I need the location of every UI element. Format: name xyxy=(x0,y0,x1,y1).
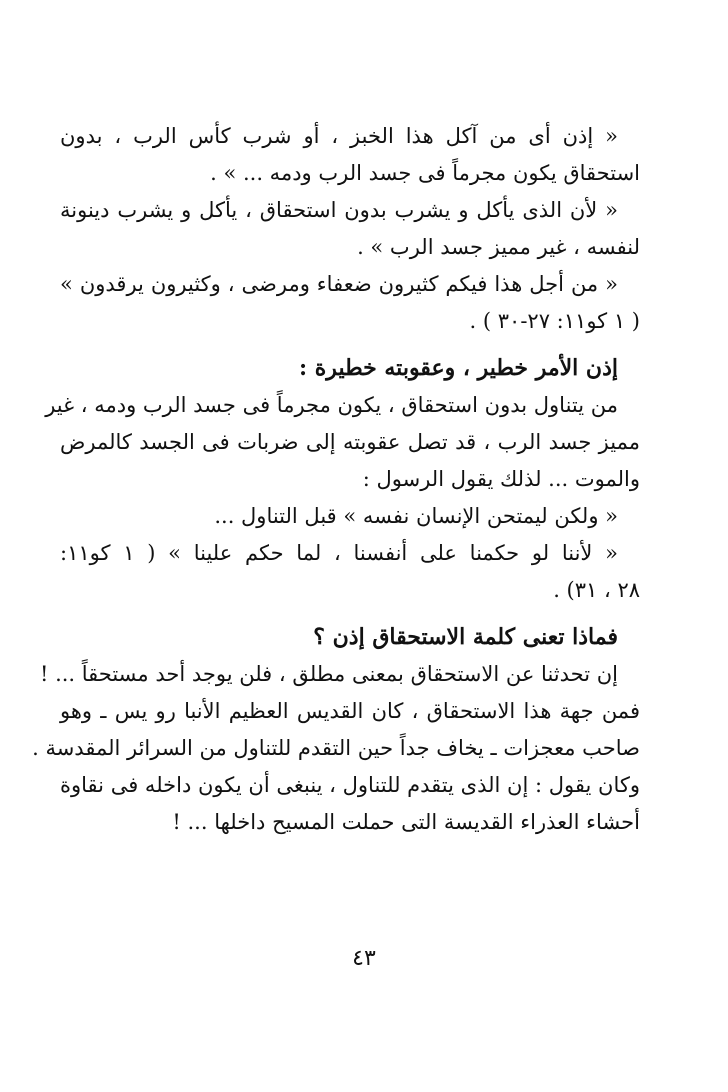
text-line: إن تحدثنا عن الاستحقاق بمعنى مطلق ، فلن يوجد أحد مستحقاً ... ! xyxy=(39,662,618,686)
text-line: « لأننا لو حكمنا على أنفسنا ، لما حكم علينا » ( ١ كو١١: xyxy=(60,541,618,565)
text-line: لنفسه ، غير مميز جسد الرب » . xyxy=(357,235,640,259)
page-number: ٤٣ xyxy=(352,946,376,971)
text-line: « من أجل هذا فيكم كثيرون ضعفاء ومرضى ، وكثيرون يرقدون » xyxy=(60,272,618,296)
section-heading: إذن الأمر خطير ، وعقوبته خطيرة : xyxy=(299,355,618,381)
text-line: ( ١ كو١١: ٢٧-٣٠ ) . xyxy=(469,309,640,333)
text-line: « ولكن ليمتحن الإنسان نفسه » قبل التناول ... xyxy=(214,504,618,528)
text-line: مميز جسد الرب ، قد تصل عقوبته إلى ضربات فى الجسد كالمرض xyxy=(60,430,640,454)
text-line: « إذن أى من آكل هذا الخبز ، أو شرب كأس الرب ، بدون xyxy=(60,124,618,148)
section-heading: فماذا تعنى كلمة الاستحقاق إذن ؟ xyxy=(313,624,618,650)
text-line: من يتناول بدون استحقاق ، يكون مجرماً فى جسد الرب ودمه ، غير xyxy=(45,393,618,417)
text-line: والموت ... لذلك يقول الرسول : xyxy=(362,467,640,491)
text-line: صاحب معجزات ـ يخاف جداً حين التقدم للتناول من السرائر المقدسة . xyxy=(32,736,640,760)
text-line: استحقاق يكون مجرماً فى جسد الرب ودمه ... » . xyxy=(210,161,640,185)
text-line: أحشاء العذراء القديسة التى حملت المسيح داخلها ... ! xyxy=(172,810,640,834)
text-line: فمن جهة هذا الاستحقاق ، كان القديس العظيم الأنبا رو يس ـ وهو xyxy=(60,699,640,723)
text-line: « لأن الذى يأكل و يشرب بدون استحقاق ، يأكل و يشرب دينونة xyxy=(60,198,618,222)
body-text xyxy=(32,118,640,841)
text-line: وكان يقول : إن الذى يتقدم للتناول ، ينبغى أن يكون داخله فى نقاوة xyxy=(60,773,640,797)
text-line: ٢٨ ، ٣١) . xyxy=(553,578,640,602)
